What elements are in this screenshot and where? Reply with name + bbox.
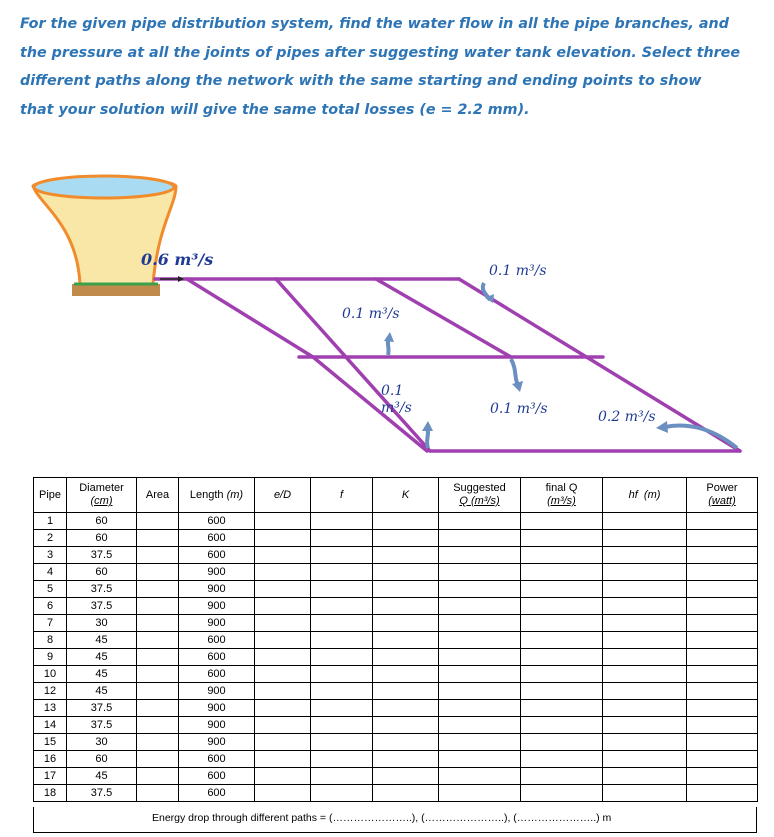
cell-k: [373, 768, 439, 785]
col-header-length: Length (m): [179, 478, 255, 513]
cell-power: [687, 666, 758, 683]
cell-hf: [603, 632, 687, 649]
cell-diameter: 37.5: [67, 785, 137, 802]
cell-length: 900: [179, 717, 255, 734]
cell-pipe: 17: [34, 768, 67, 785]
cell-final-q: [521, 785, 603, 802]
cell-f: [311, 649, 373, 666]
table-row: [34, 649, 758, 666]
cell-area: [137, 530, 179, 547]
flow-arrow-3: [511, 359, 518, 385]
cell-suggested-q: [439, 547, 521, 564]
pipe-diagonal-2: [276, 279, 430, 451]
cell-k: [373, 785, 439, 802]
cell-power: [687, 717, 758, 734]
table-row: [34, 700, 758, 717]
cell-ed: [255, 785, 311, 802]
cell-f: [311, 530, 373, 547]
cell-area: [137, 547, 179, 564]
cell-length: 600: [179, 768, 255, 785]
cell-ed: [255, 700, 311, 717]
cell-length: 900: [179, 683, 255, 700]
cell-suggested-q: [439, 649, 521, 666]
cell-diameter: 37.5: [67, 598, 137, 615]
cell-diameter: 60: [67, 751, 137, 768]
problem-line: the pressure at all the joints of pipes after suggesting water tank elevation. Select three: [20, 44, 741, 61]
pipe-lines: [155, 279, 740, 451]
cell-area: [137, 649, 179, 666]
cell-area: [137, 734, 179, 751]
table-header-row: [34, 478, 758, 513]
cell-pipe: 12: [34, 683, 67, 700]
cell-length: 900: [179, 581, 255, 598]
table-row: [34, 564, 758, 581]
cell-suggested-q: [439, 734, 521, 751]
cell-k: [373, 751, 439, 768]
cell-ed: [255, 513, 311, 530]
col-header-ed: e/D: [255, 478, 311, 513]
cell-f: [311, 700, 373, 717]
flow-label: 0.1 m³/s: [489, 263, 547, 279]
cell-length: 900: [179, 734, 255, 751]
cell-suggested-q: [439, 785, 521, 802]
table-row: [34, 598, 758, 615]
table-row: [34, 615, 758, 632]
cell-k: [373, 683, 439, 700]
cell-pipe: 2: [34, 530, 67, 547]
cell-length: 600: [179, 530, 255, 547]
col-header-power: Power (watt): [687, 478, 758, 513]
cell-suggested-q: [439, 632, 521, 649]
cell-hf: [603, 547, 687, 564]
cell-f: [311, 683, 373, 700]
table-row: [34, 547, 758, 564]
cell-hf: [603, 683, 687, 700]
cell-suggested-q: [439, 683, 521, 700]
energy-drop-box: [33, 807, 757, 833]
cell-length: 900: [179, 564, 255, 581]
cell-area: [137, 581, 179, 598]
col-header-hf: hf (m): [603, 478, 687, 513]
col-header-final-q: final Q (m³/s): [521, 478, 603, 513]
flow-label: 0.2 m³/s: [598, 409, 656, 425]
table-row: [34, 751, 758, 768]
cell-pipe: 8: [34, 632, 67, 649]
cell-diameter: 60: [67, 564, 137, 581]
cell-ed: [255, 717, 311, 734]
cell-length: 600: [179, 666, 255, 683]
cell-suggested-q: [439, 700, 521, 717]
cell-ed: [255, 547, 311, 564]
cell-ed: [255, 751, 311, 768]
pipe-diagonal-right: [459, 279, 740, 451]
cell-pipe: 18: [34, 785, 67, 802]
cell-k: [373, 513, 439, 530]
cell-power: [687, 751, 758, 768]
cell-power: [687, 768, 758, 785]
table-row: [34, 666, 758, 683]
cell-suggested-q: [439, 666, 521, 683]
cell-final-q: [521, 513, 603, 530]
cell-power: [687, 530, 758, 547]
cell-diameter: 60: [67, 530, 137, 547]
cell-area: [137, 768, 179, 785]
flow-label: 0.1 m³/s: [342, 306, 400, 322]
cell-pipe: 15: [34, 734, 67, 751]
cell-power: [687, 785, 758, 802]
cell-k: [373, 564, 439, 581]
cell-final-q: [521, 615, 603, 632]
cell-pipe: 6: [34, 598, 67, 615]
cell-diameter: 60: [67, 513, 137, 530]
cell-final-q: [521, 564, 603, 581]
cell-suggested-q: [439, 581, 521, 598]
cell-length: 900: [179, 700, 255, 717]
cell-hf: [603, 530, 687, 547]
cell-f: [311, 564, 373, 581]
cell-diameter: 37.5: [67, 717, 137, 734]
cell-area: [137, 751, 179, 768]
table-row: [34, 785, 758, 802]
cell-power: [687, 632, 758, 649]
cell-diameter: 30: [67, 734, 137, 751]
cell-ed: [255, 530, 311, 547]
flow-label: 0.1 m³/s: [490, 401, 548, 417]
table-row: [34, 768, 758, 785]
cell-hf: [603, 785, 687, 802]
problem-line: For the given pipe distribution system, find the water flow in all the pipe branches, and: [20, 16, 729, 32]
cell-length: 600: [179, 785, 255, 802]
table-row: [34, 734, 758, 751]
cell-final-q: [521, 530, 603, 547]
cell-diameter: 37.5: [67, 581, 137, 598]
cell-diameter: 45: [67, 666, 137, 683]
cell-final-q: [521, 666, 603, 683]
table-row: [34, 530, 758, 547]
cell-final-q: [521, 547, 603, 564]
cell-ed: [255, 598, 311, 615]
cell-ed: [255, 666, 311, 683]
cell-suggested-q: [439, 513, 521, 530]
cell-k: [373, 666, 439, 683]
cell-f: [311, 666, 373, 683]
cell-area: [137, 513, 179, 530]
cell-ed: [255, 632, 311, 649]
cell-hf: [603, 513, 687, 530]
cell-final-q: [521, 683, 603, 700]
cell-ed: [255, 615, 311, 632]
cell-length: 600: [179, 547, 255, 564]
cell-area: [137, 632, 179, 649]
cell-length: 900: [179, 615, 255, 632]
cell-k: [373, 530, 439, 547]
inflow-label: 0.6 m³/s: [141, 250, 214, 269]
cell-pipe: 3: [34, 547, 67, 564]
cell-diameter: 30: [67, 615, 137, 632]
cell-f: [311, 598, 373, 615]
cell-suggested-q: [439, 615, 521, 632]
cell-ed: [255, 768, 311, 785]
cell-final-q: [521, 649, 603, 666]
cell-final-q: [521, 632, 603, 649]
cell-f: [311, 768, 373, 785]
cell-f: [311, 513, 373, 530]
cell-k: [373, 598, 439, 615]
table-row: [34, 632, 758, 649]
cell-hf: [603, 751, 687, 768]
cell-diameter: 37.5: [67, 547, 137, 564]
cell-hf: [603, 700, 687, 717]
cell-hf: [603, 734, 687, 751]
cell-area: [137, 615, 179, 632]
cell-f: [311, 547, 373, 564]
cell-power: [687, 547, 758, 564]
cell-final-q: [521, 581, 603, 598]
cell-pipe: 16: [34, 751, 67, 768]
cell-power: [687, 615, 758, 632]
cell-area: [137, 598, 179, 615]
cell-f: [311, 632, 373, 649]
cell-final-q: [521, 751, 603, 768]
cell-hf: [603, 649, 687, 666]
cell-suggested-q: [439, 564, 521, 581]
cell-f: [311, 785, 373, 802]
cell-area: [137, 683, 179, 700]
flow-label: m³/s: [381, 400, 412, 416]
cell-final-q: [521, 734, 603, 751]
cell-diameter: 45: [67, 683, 137, 700]
cell-diameter: 45: [67, 649, 137, 666]
cell-k: [373, 632, 439, 649]
cell-length: 600: [179, 751, 255, 768]
cell-k: [373, 581, 439, 598]
cell-pipe: 9: [34, 649, 67, 666]
cell-k: [373, 734, 439, 751]
cell-power: [687, 581, 758, 598]
problem-line: different paths along the network with the same starting and ending points to show: [20, 73, 702, 89]
pipe-diagonal-1: [187, 279, 313, 357]
table-row: [34, 513, 758, 530]
cell-area: [137, 700, 179, 717]
cell-power: [687, 513, 758, 530]
cell-hf: [603, 564, 687, 581]
cell-length: 600: [179, 632, 255, 649]
cell-k: [373, 615, 439, 632]
cell-power: [687, 734, 758, 751]
col-header-diameter: Diameter (cm): [67, 478, 137, 513]
problem-statement: [20, 10, 760, 124]
cell-pipe: 13: [34, 700, 67, 717]
cell-ed: [255, 649, 311, 666]
cell-diameter: 45: [67, 768, 137, 785]
cell-pipe: 5: [34, 581, 67, 598]
flow-arrow-5: [665, 426, 737, 448]
cell-diameter: 37.5: [67, 700, 137, 717]
cell-power: [687, 564, 758, 581]
flow-label: 0.1: [381, 383, 404, 399]
cell-length: 600: [179, 513, 255, 530]
cell-k: [373, 649, 439, 666]
cell-hf: [603, 581, 687, 598]
cell-suggested-q: [439, 751, 521, 768]
col-header-suggested-q: Suggested Q (m³/s): [439, 478, 521, 513]
cell-pipe: 1: [34, 513, 67, 530]
energy-drop-text: Energy drop through different paths = (…………………..), (…………………..), (…………………..) m: [152, 812, 612, 824]
col-header-f: f: [311, 478, 373, 513]
cell-hf: [603, 666, 687, 683]
cell-suggested-q: [439, 717, 521, 734]
cell-final-q: [521, 717, 603, 734]
table-row: [34, 581, 758, 598]
cell-ed: [255, 734, 311, 751]
cell-ed: [255, 683, 311, 700]
tank-base: [72, 284, 160, 296]
table-row: [34, 683, 758, 700]
cell-suggested-q: [439, 530, 521, 547]
cell-k: [373, 717, 439, 734]
col-header-area: Area: [137, 478, 179, 513]
cell-final-q: [521, 598, 603, 615]
cell-area: [137, 564, 179, 581]
cell-f: [311, 734, 373, 751]
cell-final-q: [521, 700, 603, 717]
cell-hf: [603, 717, 687, 734]
cell-pipe: 7: [34, 615, 67, 632]
cell-hf: [603, 768, 687, 785]
cell-length: 900: [179, 598, 255, 615]
col-header-k: K: [373, 478, 439, 513]
col-header-pipe: Pipe: [34, 478, 67, 513]
cell-area: [137, 785, 179, 802]
cell-f: [311, 717, 373, 734]
cell-f: [311, 581, 373, 598]
cell-ed: [255, 581, 311, 598]
problem-line: that your solution will give the same total losses (e = 2.2 mm).: [20, 101, 530, 118]
cell-ed: [255, 564, 311, 581]
table-row: [34, 717, 758, 734]
cell-power: [687, 598, 758, 615]
cell-suggested-q: [439, 768, 521, 785]
tank-water-surface: [34, 176, 174, 198]
cell-diameter: 45: [67, 632, 137, 649]
cell-length: 600: [179, 649, 255, 666]
cell-area: [137, 717, 179, 734]
cell-pipe: 14: [34, 717, 67, 734]
cell-k: [373, 547, 439, 564]
cell-f: [311, 751, 373, 768]
cell-suggested-q: [439, 598, 521, 615]
cell-hf: [603, 598, 687, 615]
pipe-data-table: [33, 477, 758, 802]
pipe-network-diagram: [0, 165, 774, 465]
cell-power: [687, 683, 758, 700]
cell-hf: [603, 615, 687, 632]
cell-pipe: 4: [34, 564, 67, 581]
cell-pipe: 10: [34, 666, 67, 683]
cell-f: [311, 615, 373, 632]
cell-area: [137, 666, 179, 683]
cell-final-q: [521, 768, 603, 785]
cell-k: [373, 700, 439, 717]
cell-power: [687, 649, 758, 666]
cell-power: [687, 700, 758, 717]
